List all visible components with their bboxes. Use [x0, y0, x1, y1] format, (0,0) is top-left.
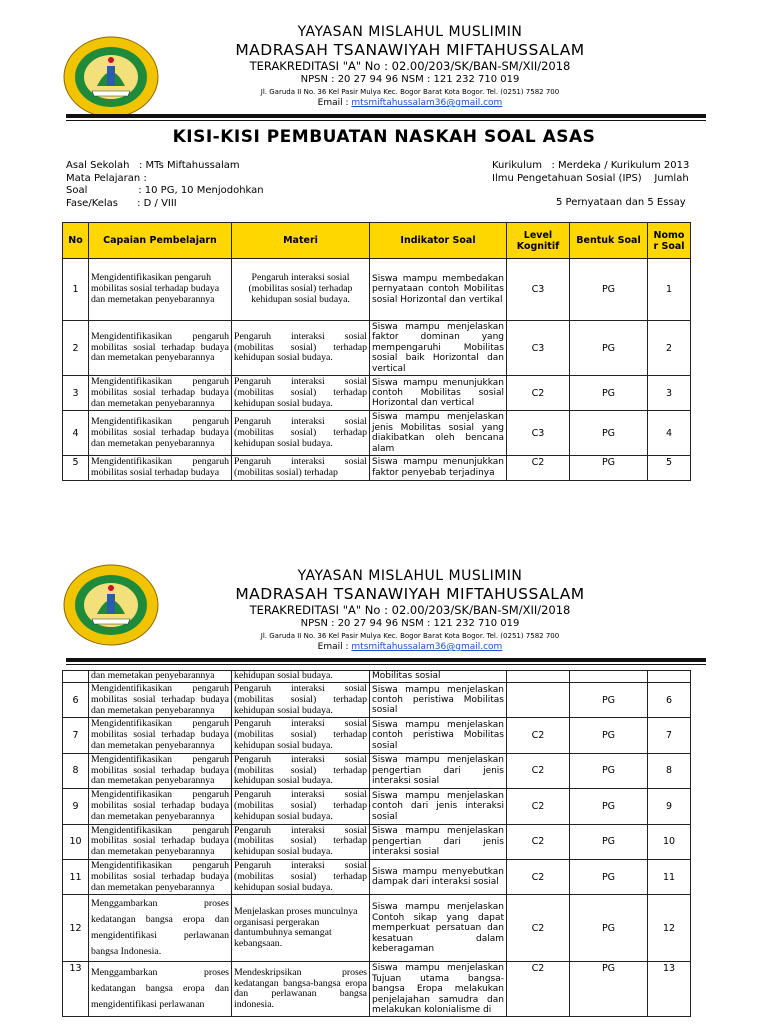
cell-nomor: 11 — [648, 859, 691, 894]
cell-nomor: 10 — [648, 824, 691, 859]
cell-no: 2 — [63, 321, 89, 376]
cell-bentuk: PG — [570, 683, 648, 718]
letterhead — [0, 0, 768, 120]
header-level: Level Kognitif — [507, 223, 570, 259]
letterhead — [0, 520, 768, 652]
cell-indikator: Siswa mampu menunjukkan faktor penyebab terjadinya — [370, 456, 507, 481]
cell-bentuk: PG — [570, 376, 648, 411]
cell-materi: kehidupan sosial budaya. — [232, 671, 370, 683]
cell-bentuk: PG — [570, 456, 648, 481]
letterhead-foundation: YAYASAN MISLAHUL MUSLIMIN — [297, 24, 523, 40]
letterhead-address: Jl. Garuda II No. 36 Kel Pasir Mulya Kec. Bogor Barat Kota Bogor. Tel. (0251) 7582 700 — [260, 88, 560, 96]
letterhead-accreditation: TERAKREDITASI "A" No : 02.00/203/SK/BAN-SM/XII/2018 — [249, 603, 571, 617]
document-page-2 — [0, 520, 768, 1024]
cell-nomor: 2 — [648, 321, 691, 376]
cell-indikator: Mobilitas sosial — [370, 671, 507, 683]
table-row — [63, 718, 691, 753]
email-label: Email : — [317, 98, 352, 108]
cell-level — [507, 683, 570, 718]
cell-materi: Menjelaskan proses munculnya organisasi pergerakan dantumbuhnya semangat kebangsaan. — [232, 895, 370, 962]
letterhead-rule-thick — [66, 114, 706, 118]
letterhead-rule-thin — [66, 664, 706, 665]
cell-nomor: 4 — [648, 411, 691, 456]
cell-materi: Pengaruh interaksi sosial (mobilitas sosial) terhadap kehidupan sosial budaya. — [232, 411, 370, 456]
document-title: KISI-KISI PEMBUATAN NASKAH SOAL ASAS — [172, 127, 596, 147]
cell-level: C2 — [507, 895, 570, 962]
table-row — [63, 456, 691, 481]
letterhead-rule-thick — [66, 658, 706, 662]
cell-nomor: 9 — [648, 789, 691, 824]
cell-bentuk: PG — [570, 753, 648, 788]
cell-materi: Pengaruh interaksi sosial (mobilitas sosial) terhadap kehidupan sosial budaya. — [232, 859, 370, 894]
table-row — [63, 321, 691, 376]
cell-nomor: 6 — [648, 683, 691, 718]
cell-no: 4 — [63, 411, 89, 456]
cell-capaian: Mengidentifikasikan pengaruh mobilitas sosial terhadap budaya dan memetakan penyebarannya — [89, 789, 232, 824]
cell-indikator: Siswa mampu menjelaskan contoh peristiwa Mobilitas sosial — [370, 718, 507, 753]
cell-materi: Mendeskripsikan proses kedatangan bangsa-bangsa eropa dan perlawanan bangsa indonesia. — [232, 962, 370, 1017]
cell-level: C2 — [507, 753, 570, 788]
cell-capaian: dan memetakan penyebarannya — [89, 671, 232, 683]
cell-no: 9 — [63, 789, 89, 824]
meta-curriculum: Kurikulum : Merdeka / Kurikulum 2013 — [492, 160, 690, 171]
table-row — [63, 411, 691, 456]
email-link[interactable]: mtsmiftahussalam36@gmail.com — [351, 642, 503, 652]
cell-level: C2 — [507, 376, 570, 411]
cell-bentuk: PG — [570, 321, 648, 376]
table-row — [63, 789, 691, 824]
school-logo-icon — [62, 36, 160, 118]
cell-capaian: Mengidentifikasikan pengaruh mobilitas sosial terhadap budaya — [89, 456, 232, 481]
table-row — [63, 683, 691, 718]
meta-left — [66, 160, 264, 210]
cell-no: 10 — [63, 824, 89, 859]
cell-no: 3 — [63, 376, 89, 411]
cell-bentuk — [570, 671, 648, 683]
cell-capaian: Mengidentifikasikan pengaruh mobilitas sosial terhadap budaya dan memetakan penyebarannya — [89, 411, 232, 456]
cell-level: C3 — [507, 259, 570, 321]
cell-capaian: Mengidentifikasikan pengaruh mobilitas sosial terhadap budaya dan memetakan penyebarannya — [89, 321, 232, 376]
cell-nomor: 12 — [648, 895, 691, 962]
cell-capaian: Menggambarkan proses kedatangan bangsa eropa dan mengidentifikasi perlawanan — [89, 962, 232, 1017]
table-row — [63, 859, 691, 894]
cell-materi: Pengaruh interaksi sosial (mobilitas sosial) terhadap kehidupan sosial budaya. — [232, 259, 370, 321]
table-row — [63, 895, 691, 962]
letterhead-accreditation: TERAKREDITASI "A" No : 02.00/203/SK/BAN-SM/XII/2018 — [249, 59, 571, 73]
cell-level — [507, 671, 570, 683]
email-link[interactable]: mtsmiftahussalam36@gmail.com — [351, 98, 503, 108]
cell-materi: Pengaruh interaksi sosial (mobilitas sosial) terhadap kehidupan sosial budaya. — [232, 753, 370, 788]
cell-no — [63, 671, 89, 683]
letterhead-email-line — [200, 642, 620, 652]
cell-no: 11 — [63, 859, 89, 894]
cell-bentuk: PG — [570, 895, 648, 962]
header-nomor: Nomo r Soal — [648, 223, 691, 259]
meta-questions: Soal : 10 PG, 10 Menjodohkan — [66, 185, 264, 196]
letterhead-address: Jl. Garuda II No. 36 Kel Pasir Mulya Kec. Bogor Barat Kota Bogor. Tel. (0251) 7582 700 — [260, 632, 560, 640]
cell-indikator: Siswa mampu menjelaskan pengertian dari jenis interaksi sosial — [370, 824, 507, 859]
cell-indikator: Siswa mampu menjelaskan jenis Mobilitas sosial yang diakibatkan oleh bencana alam — [370, 411, 507, 456]
cell-capaian: Mengidentifikasikan pengaruh mobilitas sosial terhadap budaya dan memetakan penyebarannya — [89, 753, 232, 788]
letterhead-email-line — [200, 98, 620, 108]
cell-level: C2 — [507, 456, 570, 481]
cell-level: C2 — [507, 718, 570, 753]
header-indikator: Indikator Soal — [370, 223, 507, 259]
cell-nomor: 13 — [648, 962, 691, 1017]
cell-capaian: Mengidentifikasikan pengaruh mobilitas sosial terhadap budaya dan memetakan penyebarannya — [89, 824, 232, 859]
cell-nomor: 5 — [648, 456, 691, 481]
table-row — [63, 824, 691, 859]
cell-nomor: 1 — [648, 259, 691, 321]
cell-no: 7 — [63, 718, 89, 753]
cell-indikator: Siswa mampu menyebutkan dampak dari interaksi sosial — [370, 859, 507, 894]
meta-statements: 5 Pernyataan dan 5 Essay — [556, 197, 686, 208]
cell-materi: Pengaruh interaksi sosial (mobilitas sosial) terhadap kehidupan sosial budaya. — [232, 683, 370, 718]
cell-materi: Pengaruh interaksi sosial (mobilitas sosial) terhadap kehidupan sosial budaya. — [232, 824, 370, 859]
cell-no: 6 — [63, 683, 89, 718]
cell-bentuk: PG — [570, 259, 648, 321]
table-row — [63, 376, 691, 411]
cell-no: 12 — [63, 895, 89, 962]
cell-capaian: Menggambarkan proses kedatangan bangsa eropa dan mengidentifikasi perlawanan bangsa Indonesia. — [89, 895, 232, 962]
letterhead-npsn-nsm: NPSN : 20 27 94 96 NSM : 121 232 710 019 — [300, 74, 520, 85]
cell-materi: Pengaruh interaksi sosial (mobilitas sosial) terhadap kehidupan sosial budaya. — [232, 376, 370, 411]
header-no: No — [63, 223, 89, 259]
table-row — [63, 753, 691, 788]
school-logo-icon — [62, 564, 160, 646]
cell-bentuk: PG — [570, 411, 648, 456]
cell-level: C3 — [507, 411, 570, 456]
table-row — [63, 962, 691, 1017]
cell-level: C3 — [507, 321, 570, 376]
cell-level: C2 — [507, 859, 570, 894]
cell-no: 8 — [63, 753, 89, 788]
blueprint-table-1 — [62, 222, 691, 481]
cell-indikator: Siswa mampu menjelaskan Tujuan utama bangsa-bangsa Eropa melakukan penjelajahan samudra dan melakukan kolonialisme di — [370, 962, 507, 1017]
cell-level: C2 — [507, 824, 570, 859]
cell-capaian: Mengidentifikasikan pengaruh mobilitas sosial terhadap budaya dan memetakan penyebarannya — [89, 718, 232, 753]
cell-nomor: 3 — [648, 376, 691, 411]
cell-indikator: Siswa mampu menjelaskan contoh dari jenis interaksi sosial — [370, 789, 507, 824]
letterhead-foundation: YAYASAN MISLAHUL MUSLIMIN — [297, 568, 523, 584]
email-label: Email : — [317, 642, 352, 652]
cell-bentuk: PG — [570, 789, 648, 824]
cell-nomor: 7 — [648, 718, 691, 753]
cell-nomor: 8 — [648, 753, 691, 788]
cell-materi: Pengaruh interaksi sosial (mobilitas sosial) terhadap — [232, 456, 370, 481]
meta-phase: Fase/Kelas : D / VIII — [66, 197, 177, 209]
cell-capaian: Mengidentifikasikan pengaruh mobilitas sosial terhadap budaya dan memetakan penyebarannya — [89, 376, 232, 411]
cell-nomor — [648, 671, 691, 683]
cell-level: C2 — [507, 962, 570, 1017]
meta-school: Asal Sekolah : MTs Miftahussalam — [66, 160, 240, 171]
letterhead-rule-thin — [66, 120, 706, 121]
letterhead-school-name: MADRASAH TSANAWIYAH MIFTAHUSSALAM — [235, 41, 585, 59]
cell-materi: Pengaruh interaksi sosial (mobilitas sosial) terhadap kehidupan sosial budaya. — [232, 321, 370, 376]
cell-no: 13 — [63, 962, 89, 1017]
cell-bentuk: PG — [570, 718, 648, 753]
meta-subject: Mata Pelajaran : — [66, 172, 147, 184]
table-row — [63, 259, 691, 321]
cell-bentuk: PG — [570, 824, 648, 859]
cell-materi: Pengaruh interaksi sosial (mobilitas sosial) terhadap kehidupan sosial budaya. — [232, 789, 370, 824]
cell-bentuk: PG — [570, 859, 648, 894]
table-row-continuation — [63, 671, 691, 683]
cell-indikator: Siswa mampu menunjukkan contoh Mobilitas sosial Horizontal dan vertical — [370, 376, 507, 411]
cell-indikator: Siswa mampu membedakan pernyataan contoh Mobilitas sosial Horizontal dan vertikal — [370, 259, 507, 321]
cell-indikator: Siswa mampu menjelaskan contoh peristiwa Mobilitas sosial — [370, 683, 507, 718]
header-capaian: Capaian Pembelajarn — [89, 223, 232, 259]
cell-indikator: Siswa mampu menjelaskan Contoh sikap yang dapat memperkuat persatuan dan kesatuan dalam keberagaman — [370, 895, 507, 962]
cell-level: C2 — [507, 789, 570, 824]
blueprint-table-2 — [62, 670, 691, 1017]
cell-indikator: Siswa mampu menjelaskan faktor dominan yang mempengaruhi Mobilitas sosial baik Horizontal dan vertical — [370, 321, 507, 376]
header-materi: Materi — [232, 223, 370, 259]
cell-no: 1 — [63, 259, 89, 321]
table-header-row — [63, 223, 691, 259]
meta-right — [492, 160, 689, 185]
meta-subject-value: Ilmu Pengetahuan Sosial (IPS) Jumlah — [492, 172, 689, 184]
letterhead-npsn-nsm: NPSN : 20 27 94 96 NSM : 121 232 710 019 — [300, 618, 520, 629]
cell-indikator: Siswa mampu menjelaskan pengertian dari jenis interaksi sosial — [370, 753, 507, 788]
cell-bentuk: PG — [570, 962, 648, 1017]
cell-materi: Pengaruh interaksi sosial (mobilitas sosial) terhadap kehidupan sosial budaya. — [232, 718, 370, 753]
cell-no: 5 — [63, 456, 89, 481]
cell-capaian: Mengidentifikasikan pengaruh mobilitas sosial terhadap budaya dan memetakan penyebarannya — [89, 259, 232, 321]
header-bentuk: Bentuk Soal — [570, 223, 648, 259]
cell-capaian: Mengidentifikasikan pengaruh mobilitas sosial terhadap budaya dan memetakan penyebarannya — [89, 683, 232, 718]
letterhead-school-name: MADRASAH TSANAWIYAH MIFTAHUSSALAM — [235, 585, 585, 603]
cell-capaian: Mengidentifikasikan pengaruh mobilitas sosial terhadap budaya dan memetakan penyebarannya — [89, 859, 232, 894]
